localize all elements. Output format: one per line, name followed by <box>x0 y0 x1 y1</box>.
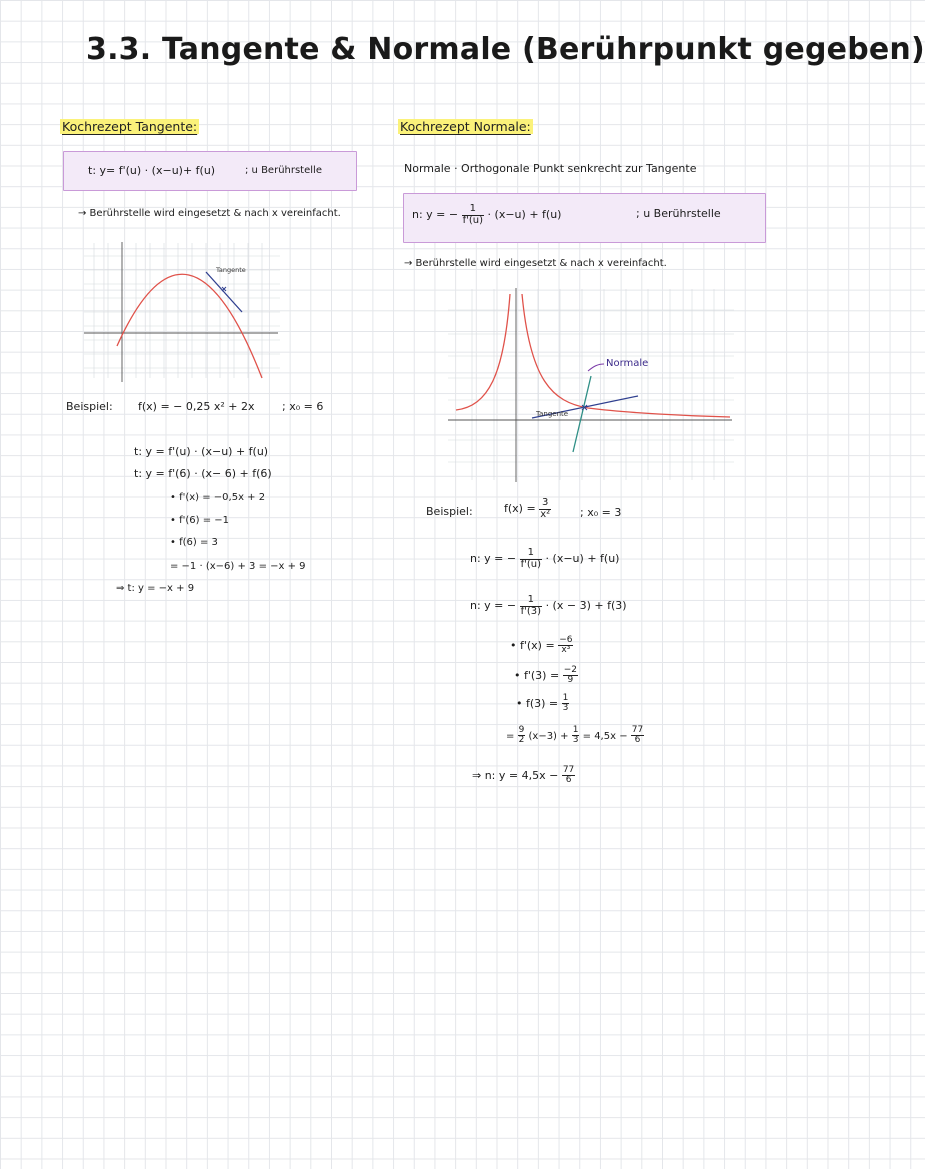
right-step-2-prefix: n: y = − <box>470 599 517 612</box>
normal-formula-num: 1 <box>462 204 484 216</box>
right-result-den: 6 <box>565 775 572 786</box>
right-step-5 <box>516 694 569 714</box>
right-step-4-fraction <box>563 666 578 686</box>
tangent-graph-tangent-line <box>206 272 242 312</box>
right-step-6-mid: (x−3) + <box>528 730 569 742</box>
normal-graph <box>448 284 738 484</box>
left-example-x0: ; x₀ = 6 <box>282 400 324 413</box>
normal-formula-suffix: · (x−u) + f(u) <box>487 208 562 221</box>
tangent-graph-label: Tangente <box>216 266 246 274</box>
normal-graph-left-branch <box>456 294 510 410</box>
right-step-6-eq: = 4,5x − <box>582 730 628 742</box>
right-step-1-num: 1 <box>520 548 542 560</box>
right-step-4 <box>514 666 578 686</box>
page-title: 3.3. Tangente & Normale (Berührpunkt gegeben) <box>86 32 925 67</box>
right-function-num: 3 <box>539 498 551 510</box>
right-step-6-b-den: 3 <box>572 735 579 746</box>
normal-graph-arrow <box>588 364 604 371</box>
right-step-6-c-den: 6 <box>634 735 641 746</box>
right-step-5-prefix: • f(3) = <box>516 696 559 710</box>
right-step-6-fraction-c <box>631 726 644 746</box>
left-heading-text: Kochrezept Tangente: <box>62 119 198 134</box>
normal-graph-tangent-label: Tangente <box>536 410 569 418</box>
right-step-2 <box>470 595 627 617</box>
left-step-6: = −1 · (x−6) + 3 = −x + 9 <box>170 561 306 572</box>
tangent-graph <box>84 238 284 384</box>
left-example-function: f(x) = − 0,25 x² + 2x <box>138 400 255 413</box>
left-step-5: • f(6) = 3 <box>170 537 218 548</box>
right-step-5-fraction <box>562 694 570 714</box>
right-step-1-suffix: · (x−u) + f(u) <box>545 552 620 565</box>
left-example-label: Beispiel: <box>66 400 113 413</box>
normal-formula <box>412 204 561 226</box>
normal-formula-note: ; u Berührstelle <box>636 207 721 220</box>
left-step-3: • f'(x) = −0,5x + 2 <box>170 492 266 503</box>
tangent-formula-note: ; u Berührstelle <box>245 165 322 176</box>
normal-formula-den: f'(u) <box>462 214 484 226</box>
right-function-den: x² <box>540 508 551 520</box>
right-step-6-fraction-b <box>572 726 580 746</box>
left-heading <box>60 116 199 135</box>
tangent-note: → Berührstelle wird eingesetzt & nach x vereinfacht. <box>78 208 341 219</box>
left-result: ⇒ t: y = −x + 9 <box>116 583 195 594</box>
right-heading-text: Kochrezept Normale: <box>400 119 531 134</box>
right-step-4-prefix: • f'(3) = <box>514 668 560 682</box>
normal-formula-prefix: n: y = − <box>412 208 459 221</box>
right-step-6-b-num: 1 <box>572 725 579 735</box>
left-step-4: • f'(6) = −1 <box>170 515 229 526</box>
tangent-graph-point-mark <box>222 287 226 291</box>
right-step-3-den: x³ <box>561 645 571 656</box>
right-function-prefix: f(x) = <box>504 502 536 515</box>
right-result-prefix: ⇒ n: y = 4,5x − <box>472 768 559 782</box>
right-step-2-fraction <box>520 595 542 617</box>
right-example-label: Beispiel: <box>426 505 473 518</box>
right-step-6-a-den: 2 <box>518 735 525 746</box>
right-step-6 <box>506 726 644 746</box>
right-step-3-fraction <box>558 636 573 656</box>
right-step-1-den: f'(u) <box>520 558 542 570</box>
normal-formula-fraction <box>462 204 484 226</box>
right-example-function <box>504 498 551 520</box>
right-step-2-suffix: · (x − 3) + f(3) <box>545 599 627 612</box>
normal-note: → Berührstelle wird eingesetzt & nach x vereinfacht. <box>404 258 667 269</box>
left-step-1: t: y = f'(u) · (x−u) + f(u) <box>134 445 269 458</box>
right-step-4-den: 9 <box>567 675 574 686</box>
right-step-3-prefix: • f'(x) = <box>510 638 555 652</box>
right-step-6-fraction-a <box>518 726 526 746</box>
normal-definition: Normale · Orthogonale Punkt senkrecht zur Tangente <box>404 162 697 175</box>
right-step-1 <box>470 548 619 570</box>
right-step-5-den: 3 <box>562 703 569 714</box>
right-step-1-fraction <box>520 548 542 570</box>
tangent-graph-grid <box>84 243 280 378</box>
right-result-fraction <box>562 766 575 786</box>
right-step-3 <box>510 636 573 656</box>
right-step-5-num: 1 <box>562 693 569 703</box>
right-example-x0: ; x₀ = 3 <box>580 506 622 519</box>
right-step-4-num: −2 <box>563 665 577 675</box>
right-result <box>472 766 575 786</box>
right-step-2-num: 1 <box>520 595 542 607</box>
normal-graph-normal-label: Normale <box>606 358 649 369</box>
right-step-6-prefix: = <box>506 730 515 742</box>
right-result-num: 77 <box>562 765 575 775</box>
right-step-3-num: −6 <box>559 635 573 645</box>
right-heading <box>398 116 533 135</box>
right-step-6-a-num: 9 <box>518 725 525 735</box>
right-step-2-den: f'(3) <box>520 605 542 617</box>
right-function-fraction <box>539 498 551 520</box>
left-step-2: t: y = f'(6) · (x− 6) + f(6) <box>134 467 272 480</box>
right-step-6-c-num: 77 <box>631 725 644 735</box>
tangent-formula: t: y= f'(u) · (x−u)+ f(u) <box>88 164 216 177</box>
right-step-1-prefix: n: y = − <box>470 552 517 565</box>
